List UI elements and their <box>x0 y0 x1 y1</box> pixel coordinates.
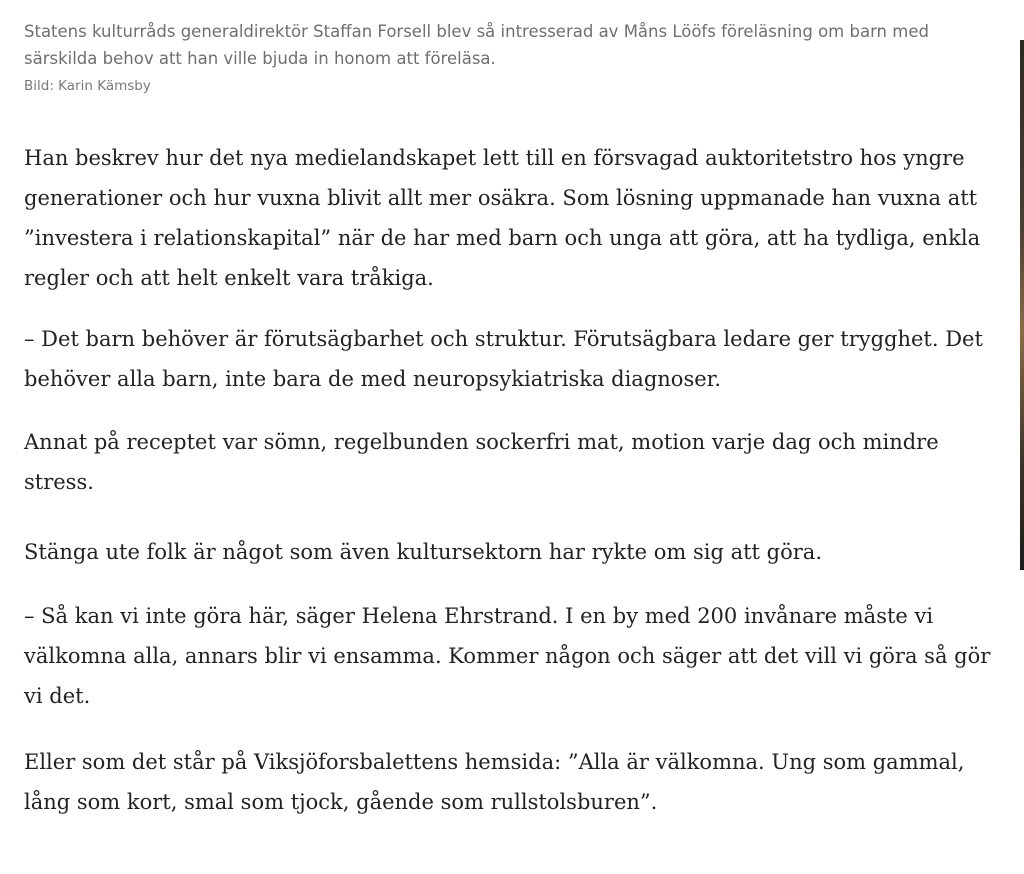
caption-text: Statens kulturråds generaldirektör Staffan Forsell blev så intresserad av Måns Lööfs föreläsning om barn med särskilda behov att han ville bjuda in honom att föreläsa. <box>24 22 929 68</box>
article-body <box>24 138 994 822</box>
paragraph: Annat på receptet var sömn, regelbunden sockerfri mat, motion varje dag och mindre stress. <box>24 430 939 494</box>
paragraph: Stänga ute folk är något som även kultursektorn har rykte om sig att göra. <box>24 540 822 564</box>
image-caption <box>24 18 994 96</box>
adjacent-image-edge <box>1020 40 1024 570</box>
photo-credit: Bild: Karin Kämsby <box>24 78 151 94</box>
paragraph: – Det barn behöver är förutsägbarhet och struktur. Förutsägbara ledare ger trygghet. Det behöver alla barn, inte bara de med neuropsykiatriska diagnoser. <box>24 327 983 391</box>
paragraph: – Så kan vi inte göra här, säger Helena Ehrstrand. I en by med 200 invånare måste vi välkomna alla, annars blir vi ensamma. Kommer någon och säger att det vill vi göra så gör vi det. <box>24 604 991 708</box>
paragraph: Eller som det står på Viksjöforsbalettens hemsida: ”Alla är välkomna. Ung som gammal, lång som kort, smal som tjock, gående som rullstolsburen”. <box>24 750 965 814</box>
paragraph: Han beskrev hur det nya medielandskapet lett till en försvagad auktoritetstro hos yngre generationer och hur vuxna blivit allt mer osäkra. Som lösning uppmanade han vuxna att ”investera i relationskapital” när de har med barn och unga att göra, att ha tydliga, enkla regler och att helt enkelt vara tråkiga. <box>24 146 981 290</box>
